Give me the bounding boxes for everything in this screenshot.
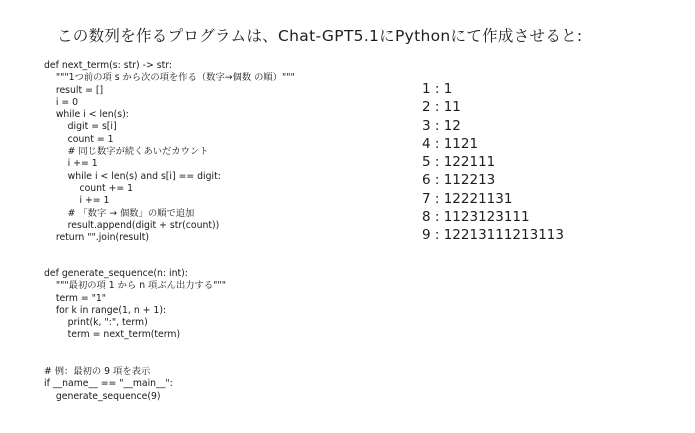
code-line: """1つ前の項 s から次の項を作る（数字→個数 の順）""" xyxy=(44,72,295,84)
code-line: result.append(digit + str(count)) xyxy=(44,219,220,231)
output-line: 6 : 112213 xyxy=(422,172,496,189)
code-block-generate-sequence xyxy=(44,268,226,342)
output-list xyxy=(422,80,564,245)
output-line: 4 : 1121 xyxy=(422,135,479,152)
code-line: # 同じ数字が続くあいだカウント xyxy=(44,146,209,158)
code-line: digit = s[i] xyxy=(44,121,117,133)
code-line: if __name__ == "__main__": xyxy=(44,378,173,390)
output-line: 7 : 12221131 xyxy=(422,190,513,207)
code-line: while i < len(s) and s[i] == digit: xyxy=(44,170,221,182)
code-line: i += 1 xyxy=(44,158,98,170)
code-line: count = 1 xyxy=(44,133,114,145)
code-line: result = [] xyxy=(44,84,104,96)
code-line: print(k, ":", term) xyxy=(44,317,148,329)
code-line: count += 1 xyxy=(44,182,134,194)
code-line: i = 0 xyxy=(44,96,79,108)
code-line: # 「数字 → 個数」の順で追加 xyxy=(44,207,195,219)
code-line: return "".join(result) xyxy=(44,232,150,244)
code-line: def next_term(s: str) -> str: xyxy=(44,60,173,71)
code-line: generate_sequence(9) xyxy=(44,390,161,402)
output-line: 3 : 12 xyxy=(422,117,461,134)
code-block-main xyxy=(44,366,173,403)
output-line: 1 : 1 xyxy=(422,81,453,97)
code-line: term = next_term(term) xyxy=(44,329,181,341)
page-heading: この数列を作るプログラムは、Chat-GPT5.1にPythonにて作成させると: xyxy=(57,27,583,45)
output-line: 2 : 11 xyxy=(422,99,461,116)
output-line: 5 : 122111 xyxy=(422,154,496,171)
code-line: # 例：最初の 9 項を表示 xyxy=(44,366,151,377)
code-line: def generate_sequence(n: int): xyxy=(44,268,188,279)
code-line: i += 1 xyxy=(44,195,110,207)
code-line: """最初の項 1 から n 項ぶん出力する""" xyxy=(44,280,226,292)
code-block-next-term xyxy=(44,60,295,244)
output-line: 8 : 1123123111 xyxy=(422,209,530,226)
code-line: term = "1" xyxy=(44,292,107,304)
code-line: for k in range(1, n + 1): xyxy=(44,304,167,316)
output-line: 9 : 12213111213113 xyxy=(422,227,564,244)
code-line: while i < len(s): xyxy=(44,109,129,121)
